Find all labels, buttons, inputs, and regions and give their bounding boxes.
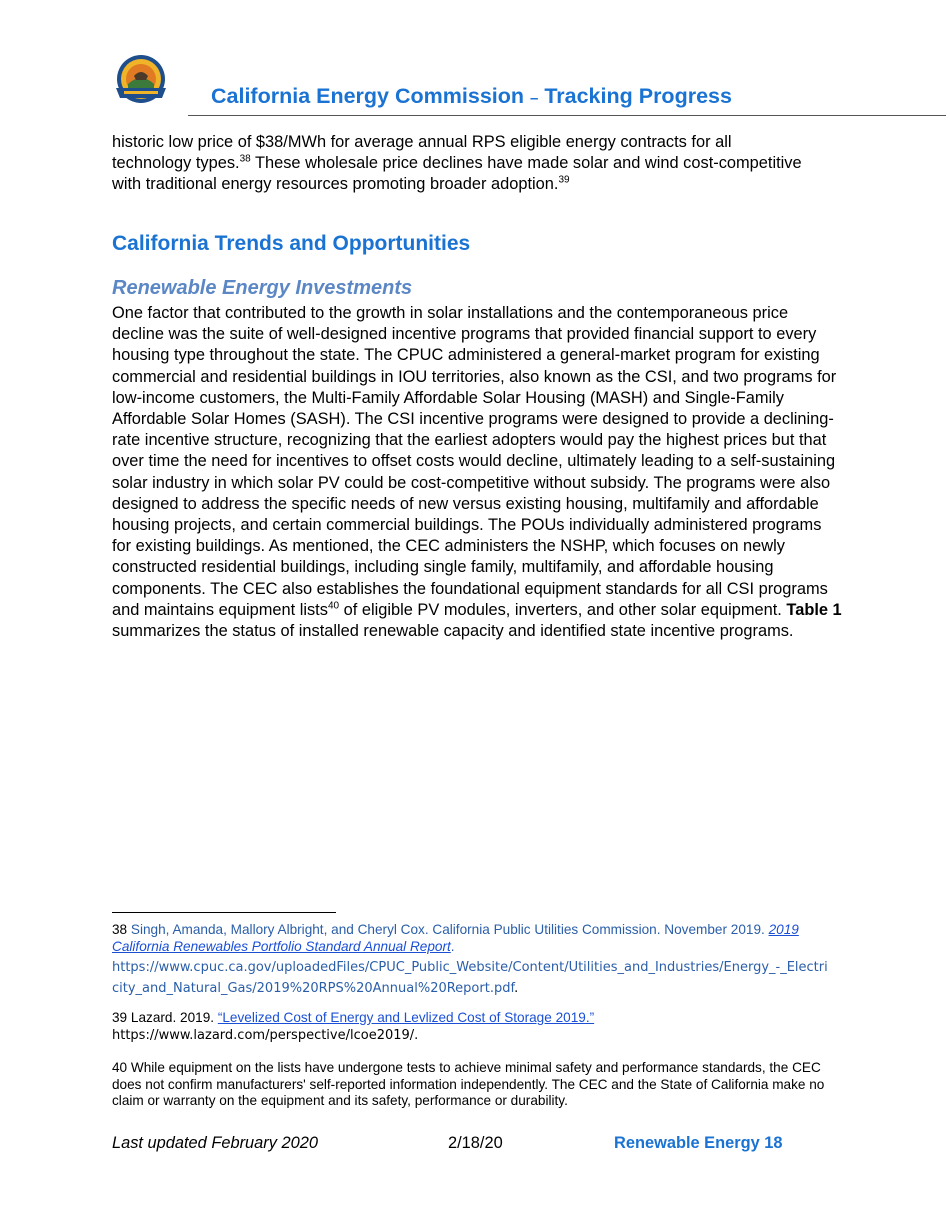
footnote-39-link[interactable]: “Levelized Cost of Energy and Levlized Cost of Storage 2019.” — [217, 1010, 595, 1025]
footnote-39: 39 Lazard. 2019. “Levelized Cost of Energy and Levlized Cost of Storage 2019.” https://www.lazard.com/perspective/lcoe2019/. — [112, 1010, 595, 1043]
footer-date: 2/18/20 — [448, 1134, 503, 1152]
section-heading: California Trends and Opportunities — [112, 232, 471, 255]
intro-paragraph: historic low price of $38/MWh for average annual RPS eligible energy contracts for all technology types.$^{38}$ These wholesale price declines have made solar and wind cost-competitive with traditional energy resources promoting broader adoption.$^{39}$ — [112, 133, 802, 194]
footnote-ref-40: 40 — [327, 600, 340, 612]
footnote-40: 40 While equipment on the lists have undergone tests to achieve minimal safety and performance standards, the CEC does not confirm manufacturers' self-reported information independently. The CEC and the State of California make no claim or warranty on the equipment and its safety, performance or durability. — [112, 1060, 825, 1108]
footnote-divider — [112, 912, 336, 913]
footnote-ref-38: 38 — [239, 153, 251, 165]
header-divider — [188, 115, 946, 116]
footnote-ref-39: 39 — [558, 174, 570, 186]
page-header-title: California Energy Commission – Tracking Progress — [211, 84, 732, 108]
footnote-39-url: https://www.lazard.com/perspective/lcoe2019/. — [112, 1027, 419, 1043]
subsection-heading: Renewable Energy Investments — [112, 277, 413, 299]
footnote-38: 38 Singh, Amanda, Mallory Albright, and Cheryl Cox. California Public Utilities Commission. November 2019. 2019 California Renewables Portfolio Standard Annual Report. https://www.cpuc.ca.gov/uploadedFiles/CPUC_Public_Website/Content/Utilities_and_Industries/Energy_-_Electricity_and_Natural_Gas/2019%20RPS%20Annual%20Report.pdf. — [112, 922, 828, 996]
footer-last-updated: Last updated February 2020 — [112, 1134, 318, 1152]
footnote-38-url: https://www.cpuc.ca.gov/uploadedFiles/CPUC_Public_Website/Content/Utilities_and_Industries/Energy_-_Electricity_and_Natural_Gas/2019%20RPS%20Annual%20Report.pdf — [112, 960, 828, 996]
footnote-38-link[interactable]: 2019 California Renewables Portfolio Standard Annual Report — [112, 922, 799, 954]
body-paragraph: One factor that contributed to the growth in solar installations and the contemporaneous price decline was the suite of well-designed incentive programs that provided financial support to every housing type throughout the state. The CPUC administered a general-market program for existing commercial and residential buildings in IOU territories, also known as the CSI, and two programs for low-income customers, the Multi-Family Affordable Solar Housing (MASH) and Single-Family Affordable Solar Homes (SASH). The CSI incentive programs were designed to provide a declining-rate incentive structure, recognizing that the earliest adopters would pay the highest prices but that over time the need for incentives to offset costs would decline, ultimately leading to a self-sustaining solar industry in which solar PV could be cost-competitive without subsidy. The programs were also designed to address the specific needs of new versus existing housing, multifamily and affordable housing projects, and certain commercial buildings. The POUs individually administered programs for existing buildings. As mentioned, the CEC administers the NSHP, which focuses on newly constructed residential buildings, including single family, multifamily, and affordable housing components. The CEC also establishes the foundational equipment standards for all CSI programs and maintains equipment lists$^{40}$ of eligible PV modules, inverters, and other solar equipment. Table 1 summarizes the status of installed renewable capacity and identified state incentive programs. — [112, 304, 842, 641]
table-reference: Table 1 — [786, 600, 842, 619]
cec-seal-icon — [110, 54, 172, 108]
footer-page-label: Renewable Energy 18 — [614, 1134, 783, 1152]
